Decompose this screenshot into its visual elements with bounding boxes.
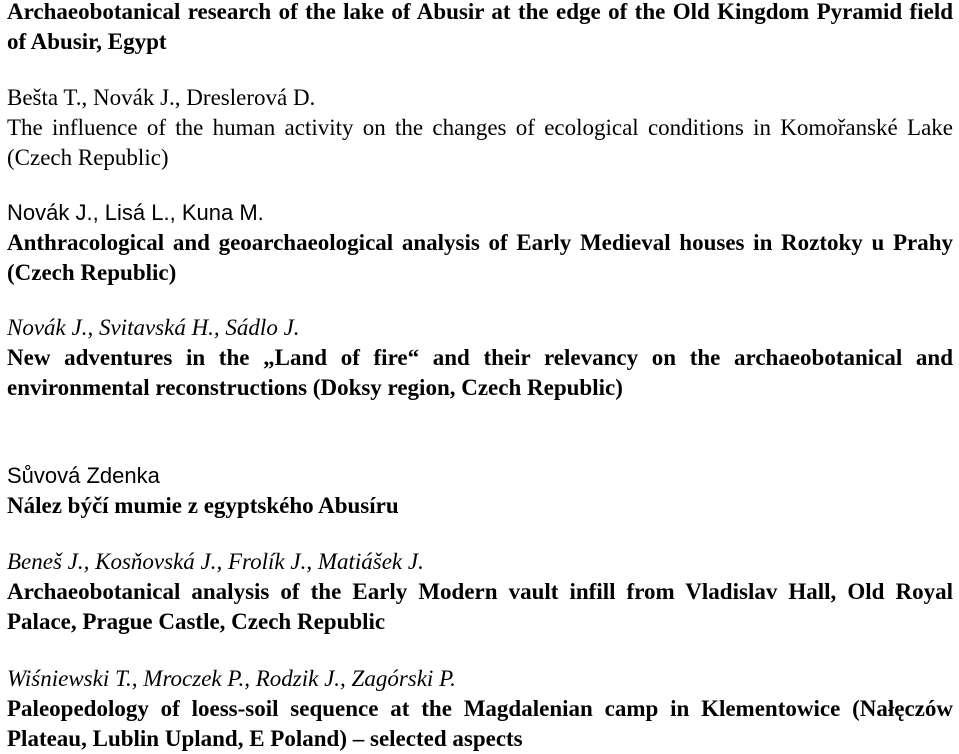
publication-authors: Sůvová Zdenka xyxy=(7,463,160,488)
publication-title: Archaeobotanical research of the lake of Abusir at the edge of the Old Kingdom Pyramid field of Abusir, Egypt xyxy=(7,0,953,54)
publication-title: Anthracological and geoarchaeological analysis of Early Medieval houses in Roztoky u Prahy (Czech Republic) xyxy=(7,230,953,285)
publication-title: The influence of the human activity on the changes of ecological conditions in Komořanské Lake (Czech Republic) xyxy=(7,115,953,170)
publication-authors: Wiśniewski T., Mroczek P., Rodzik J., Zagórski P. xyxy=(7,666,456,691)
publication-entry xyxy=(7,198,953,288)
publication-authors: Novák J., Lisá L., Kuna M. xyxy=(7,200,264,225)
publication-authors: Bešta T., Novák J., Dreslerová D. xyxy=(7,85,316,110)
publication-entry xyxy=(7,547,953,637)
publication-title: Archaeobotanical analysis of the Early Modern vault infill from Vladislav Hall, Old Royal Palace, Prague Castle, Czech Republic xyxy=(7,579,953,634)
publication-title: New adventures in the „Land of fire“ and their relevancy on the archaeobotanical and environmental reconstructions (Doksy region, Czech Republic) xyxy=(7,345,953,400)
publication-entry xyxy=(7,461,953,521)
publication-entry xyxy=(7,664,953,754)
publication-authors: Beneš J., Kosňovská J., Frolík J., Matiášek J. xyxy=(7,549,424,574)
publication-authors: Novák J., Svitavská H., Sádlo J. xyxy=(7,315,300,340)
publication-entry xyxy=(7,313,953,403)
publication-title: Paleopedology of loess-soil sequence at the Magdalenian camp in Klementowice (Nałęczów Plateau, Lublin Upland, E Poland) – selected aspects xyxy=(7,696,953,751)
publication-title: Nález býčí mumie z egyptského Abusíru xyxy=(7,493,399,518)
publication-entry xyxy=(7,83,953,173)
publication-entry xyxy=(7,0,953,57)
